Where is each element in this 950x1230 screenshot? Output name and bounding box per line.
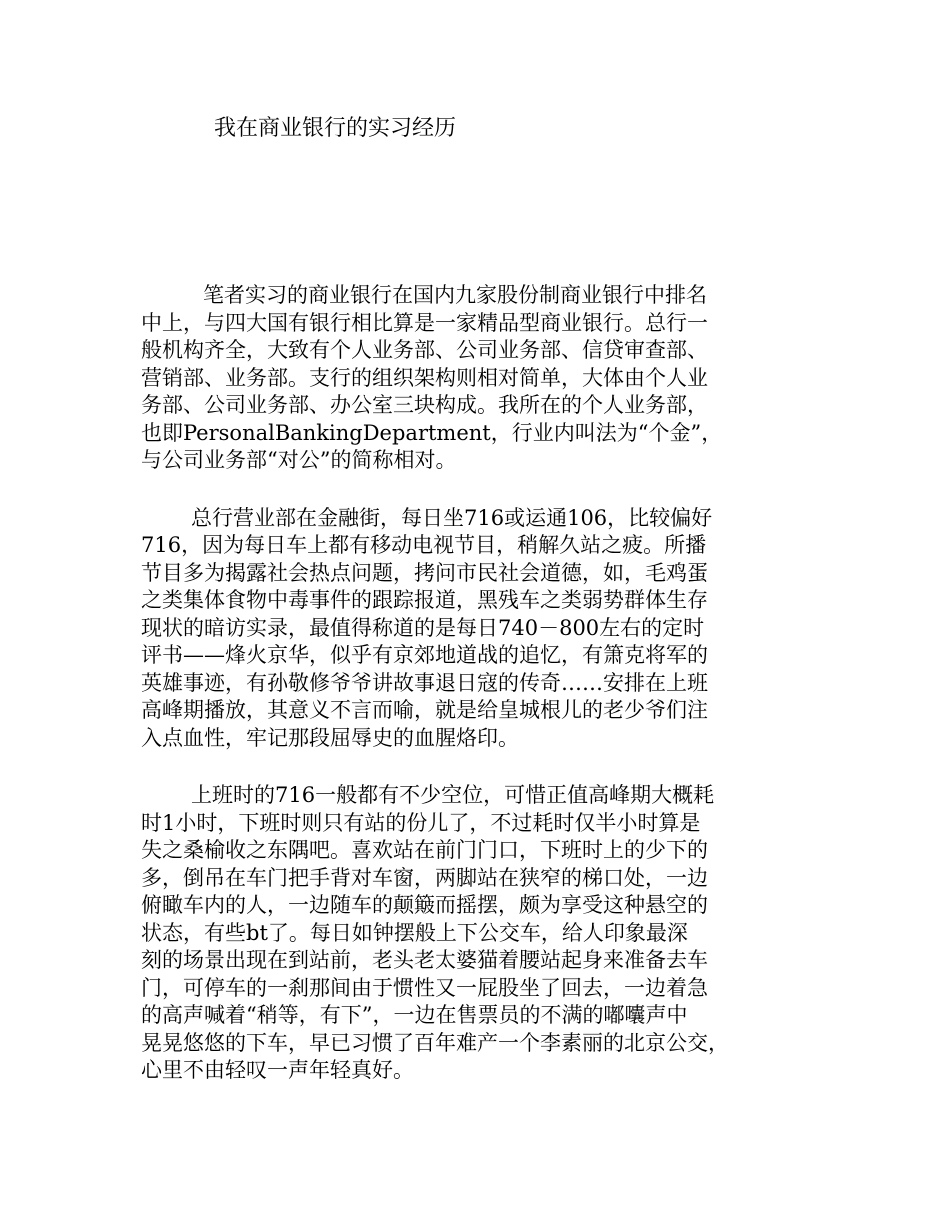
paragraph-1 [141, 282, 831, 475]
paragraph-line: 营销部、业务部。支行的组织架构则相对简单，大体由个人业 [141, 365, 708, 390]
paragraph-line: 高峰期播放，其意义不言而喻，就是给皇城根儿的老少爷们注 [141, 698, 708, 722]
paragraph-line: 失之桑榆收之东隅吧。喜欢站在前门门口，下班时上的少下的 [141, 838, 708, 862]
paragraph-line: 状态，有些bt了。每日如钟摆般上下公交车，给人印象最深 [141, 920, 688, 945]
paragraph-line: 笔者实习的商业银行在国内九家股份制商业银行中排名 [203, 283, 707, 307]
paragraph-line: 716，因为每日车上都有移动电视节目，稍解久站之疲。所播 [141, 533, 707, 557]
paragraph-line: 门，可停车的一刹那间由于惯性又一屁股坐了回去，一边着急 [141, 975, 708, 1000]
paragraph-line: 也即PersonalBankingDepartment，行业内叫法为“个金”， [141, 420, 723, 445]
paragraph-line: 上班时的716一般都有不少空位，可惜正值高峰期大概耗 [191, 783, 715, 807]
document-title: 我在商业银行的实习经历 [214, 116, 457, 141]
paragraph-line: 心里不由轻叹一声年轻真好。 [141, 1058, 414, 1082]
document-body [141, 282, 831, 1115]
paragraph-line: 之类集体食物中毒事件的跟踪报道，黑残车之类弱势群体生存 [141, 588, 708, 612]
paragraph-line: 总行营业部在金融街，每日坐716或运通106，比较偏好 [191, 505, 713, 530]
paragraph-2 [141, 505, 831, 753]
paragraph-line: 节目多为揭露社会热点问题，拷问市民社会道德，如，毛鸡蛋 [141, 560, 708, 585]
paragraph-line: 晃晃悠悠的下车，早已习惯了百年难产一个李素丽的北京公交， [141, 1030, 729, 1055]
paragraph-line: 般机构齐全，大致有个人业务部、公司业务部、信贷审查部、 [141, 338, 708, 362]
paragraph-3 [141, 782, 831, 1085]
paragraph-line: 中上，与四大国有银行相比算是一家精品型商业银行。总行一 [141, 310, 708, 335]
paragraph-line: 时1小时，下班时则只有站的份儿了，不过耗时仅半小时算是 [141, 810, 701, 835]
paragraph-line: 与公司业务部“对公”的简称相对。 [141, 448, 457, 472]
paragraph-line: 英雄事迹，有孙敬修爷爷讲故事退日寇的传奇……安排在上班 [141, 670, 708, 695]
paragraph-line: 入点血性，牢记那段屈辱史的血腥烙印。 [141, 725, 519, 750]
paragraph-line: 俯瞰车内的人，一边随车的颠簸而摇摆，颇为享受这种悬空的 [141, 893, 708, 917]
paragraph-line: 评书——烽火京华，似乎有京郊地道战的追忆，有箫克将军的 [141, 643, 708, 667]
paragraph-line: 现状的暗访实录，最值得称道的是每日740－800左右的定时 [141, 615, 705, 640]
paragraph-line: 刻的场景出现在到站前，老头老太婆猫着腰站起身来准备去车 [141, 948, 708, 972]
paragraph-line: 的高声喊着“稍等，有下”，一边在售票员的不满的嘟囔声中 [141, 1003, 688, 1027]
paragraph-line: 多，倒吊在车门把手背对车窗，两脚站在狭窄的梯口处，一边 [141, 865, 708, 890]
paragraph-line: 务部、公司业务部、办公室三块构成。我所在的个人业务部， [141, 393, 708, 417]
